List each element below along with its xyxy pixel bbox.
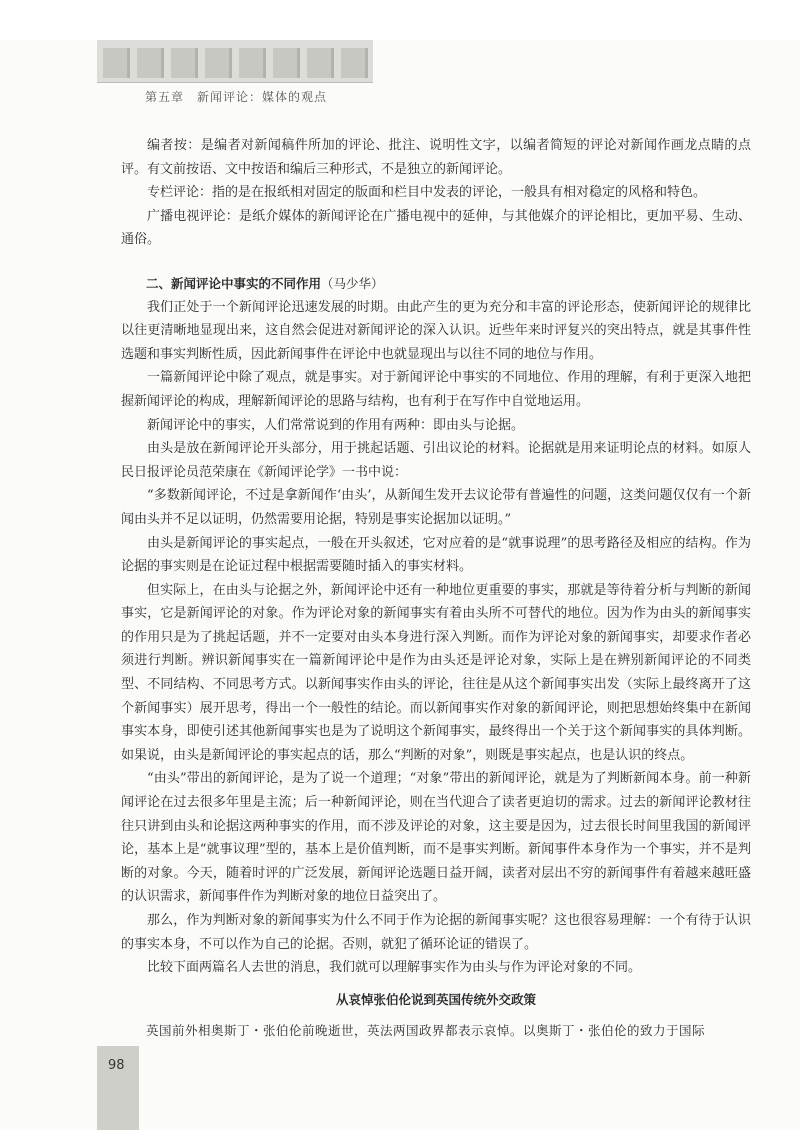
header-decoration	[97, 40, 373, 82]
paragraph: “由头”带出的新闻评论，是为了说一个道理；“对象”带出的新闻评论，就是为了判断新闻本身。前一种新闻评论在过去很多年里是主流；后一种新闻评论，则在当代迎合了读者更迫切的需求。过去的新闻评论教材往往只讲到由头和论据这两种事实的作用，而不涉及评论的对象，这主要是因为，过去很长时间里我国的新闻评论，基本上是“就事议理”型的，基本上是价值判断，而不是事实判断。新闻事件本身作为一个事实，并不是判断的对象。今天，随着时评的广泛发展，新闻评论选题日益开阔，读者对层出不穷的新闻事件有着越来越旺盛的认识需求，新闻事件作为判断对象的地位日益突出了。	[121, 771, 751, 905]
definition-broadcast-commentary: 广播电视评论：是纸介媒体的新闻评论在广播电视中的延伸，与其他媒介的评论相比，更加平易、生动、通俗。	[121, 208, 751, 248]
paragraph: 但实际上，在由头与论据之外，新闻评论中还有一种地位更重要的事实，那就是等待着分析与判断的新闻事实，它是新闻评论的对象。作为评论对象的新闻事实有着由头所不可替代的地位。因为作为由头的新闻事实的作用只是为了挑起话题，并不一定要对由头本身进行深入判断。而作为评论对象的新闻事实，却要求作者必须进行判断。辨识新闻事实在一篇新闻评论中是作为由头还是评论对象，实际上是在辨别新闻评论的不同类型、不同结构、不同思考方式。以新闻事实作由头的评论，往往是从这个新闻事实出发（实际上最终离开了这个新闻事实）展开思考，得出一个一般性的结论。而以新闻事实作对象的新闻评论，则把思想始终集中在新闻事实本身，即使引述其他新闻事实也是为了说明这个新闻事实，最终得出一个关于这个新闻事实的具体判断。如果说，由头是新闻评论的事实起点的话，那么“判断的对象”，则既是事实起点，也是认识的终点。	[121, 582, 751, 763]
section-author: （马少华）	[321, 275, 384, 291]
header-deco-block	[341, 48, 368, 78]
header-deco-block	[273, 48, 300, 78]
paragraph: 由头是放在新闻评论开头部分，用于挑起话题、引出议论的材料。论据就是用来证明论点的材料。如原人民日报评论员范荣康在《新闻评论学》一书中说：	[121, 441, 751, 480]
definition-editor-note: 编者按：是编者对新闻稿件所加的评论、批注、说明性文字，以编者简短的评论对新闻作画龙点睛的点评。有文前按语、文中按语和编后三种形式，不是独立的新闻评论。	[121, 138, 751, 177]
page-number: 98	[108, 1058, 125, 1073]
paragraph: 由头是新闻评论的事实起点，一般在开头叙述，它对应着的是“就事说理”的思考路径及相应的结构。作为论据的事实则是在论证过程中根据需要随时插入的事实材料。	[121, 535, 751, 575]
quotation-paragraph: “多数新闻评论，不过是拿新闻作‘由头’，从新闻生发开去议论带有普遍性的问题，这类问题仅仅有一个新闻由头并不足以证明，仍然需要用论据，特别是事实论据加以证明。”	[121, 488, 751, 527]
chapter-title: 第五章 新闻评论：媒体的观点	[145, 90, 328, 104]
paragraph: 那么，作为判断对象的新闻事实为什么不同于作为论据的新闻事实呢？这也很容易理解：一个有待于认识的事实本身，不可以作为自己的论据。否则，就犯了循环论证的错误了。	[121, 913, 751, 952]
paragraph: 我们正处于一个新闻评论迅速发展的时期。由此产生的更为充分和丰富的评论形态，使新闻评论的规律比以往更清晰地显现出来，这自然会促进对新闻评论的深入认识。近些年来时评复兴的突出特点，就是其事件性选题和事实判断性质，因此新闻事件在评论中也就显现出与以往不同的地位与作用。	[121, 299, 751, 362]
example-article-title: 从哀悼张伯伦说到英国传统外交政策	[335, 991, 536, 1007]
definition-column-commentary: 专栏评论：指的是在报纸相对固定的版面和栏目中发表的评论，一般具有相对稳定的风格和特色。	[147, 185, 707, 201]
paragraph: 一篇新闻评论中除了观点，就是事实。对于新闻评论中事实的不同地位、作用的理解，有利于更深入地把握新闻评论的构成，理解新闻评论的思路与结构，也有利于在写作中自觉地运用。	[121, 370, 751, 409]
header-deco-block	[205, 48, 232, 78]
header-deco-block	[239, 48, 266, 78]
top-margin	[0, 0, 800, 40]
paragraph: 新闻评论中的事实，人们常常说到的作用有两种：即由头与论据。	[147, 417, 525, 433]
header-rule	[97, 82, 373, 83]
header-deco-block	[307, 48, 334, 78]
header-deco-block	[103, 48, 130, 78]
section-heading	[121, 272, 751, 296]
header-deco-block	[137, 48, 164, 78]
section-heading-text: 二、新闻评论中事实的不同作用	[146, 275, 322, 291]
example-article-body: 英国前外相奥斯丁・张伯伦前晚逝世，英法两国政界都表示哀悼。以奥斯丁・张伯伦的致力于国际	[146, 1023, 706, 1039]
page-body	[121, 134, 751, 1043]
header-deco-block	[171, 48, 198, 78]
paragraph: 比较下面两篇名人去世的消息，我们就可以理解事实作为由头与作为评论对象的不同。	[147, 960, 642, 976]
